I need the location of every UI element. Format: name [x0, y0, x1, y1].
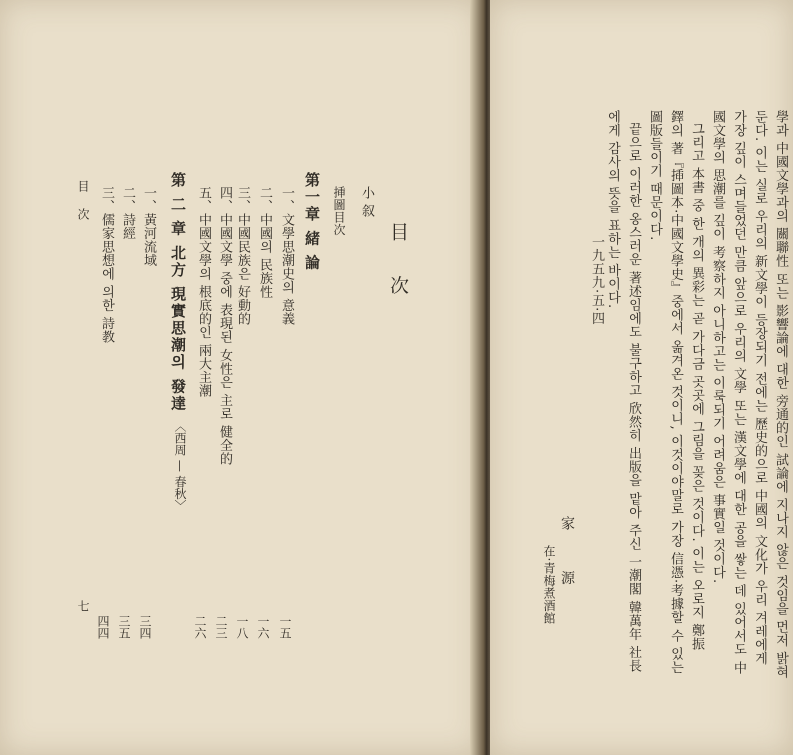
toc-chapter-heading: 第一章 緒 論 [303, 172, 321, 272]
toc-page-number: 二六 [193, 615, 207, 639]
toc-page-number: 四四 [96, 615, 110, 639]
toc-chapter-heading: 第 二 章 北方 現實思潮의 發達 [169, 172, 187, 413]
toc-entry: 小 叙 [359, 186, 374, 218]
right-page [490, 0, 793, 755]
preface-line: 學과 中國文學과의 關聯性 또는 影響論에 대한 旁通的인 試論에 지나지 않은 것임을 먼저 밝혀 [773, 110, 788, 679]
toc-page-number: 一八 [235, 615, 249, 639]
preface-author: 家 源 [559, 516, 575, 603]
toc-page-number: 一五 [278, 615, 292, 639]
preface-place: 在·青梅煮酒館 [542, 545, 556, 625]
toc-entry: 五、中國文學의 根底的인 兩大主潮 [196, 186, 211, 398]
toc-page-number: 三四 [138, 615, 152, 639]
running-head: 目 次 [76, 180, 90, 226]
toc-title: 目 次 [387, 222, 409, 309]
toc-entry: 一、黃河流域 [141, 186, 156, 267]
toc-page-number: 三五 [117, 615, 131, 639]
toc-entry: 二、詩經 [120, 186, 135, 240]
preface-line: 끝으로 이러한 옹스러운 著述임에도 불구하고 欣然히 出版을 맡아 주신 一潮閣 韓萬年 社長 [626, 122, 641, 673]
toc-entry: 挿圖目次 [332, 186, 346, 236]
toc-page-number: 一六 [256, 615, 270, 639]
toc-entry: 一、文學思潮史의 意義 [279, 186, 294, 326]
toc-entry: 四、中國文學 중에 表現된 女性은 主로 健全的 [217, 186, 232, 466]
toc-entry: 三、儒家思想에 의한 詩教 [99, 186, 114, 344]
toc-page-number: 二三 [214, 615, 228, 639]
toc-chapter-range: 〈西周 — 春秋〉 [173, 420, 187, 512]
preface-line: 圖版들이기 때문이다. [647, 110, 662, 241]
preface-line: 그리고 本書 중 한 개의 異彩는 곧 가다금 곳곳에 그림을 꽂은 것이다. 이는 오로지 鄭振 [689, 122, 704, 651]
toc-entry: 三、中國民族은 好動的 [235, 186, 250, 326]
preface-line: 國文學의 思潮를 깊이 考察하지 아니하고는 이룩되기 어려움은 事實일 것이다. [710, 110, 725, 584]
page-number: 七 [76, 600, 90, 618]
toc-entry: 二、中國의 民族性 [257, 186, 272, 299]
preface-line: 가장 깊이 스며들었던 만큼 앞으로 우리의 文學 또는 漢文學에 대한 공을 쌓는 데 있어서도 中 [731, 110, 746, 675]
preface-line: 둔다. 이는 실로 우리의 新文學이 등장되기 전에는 歷史的으로 中國의 文化가 우리 겨레에게 [752, 110, 767, 666]
preface-date: 一九五九·五·四 [589, 235, 604, 326]
preface-line: 에게 감사의 뜻을 표하는 바이다. [605, 110, 620, 309]
preface-line: 鐸의 著『揷圖本·中國文學史』중에서 옮겨온 것이니, 이것이야말로 가장 信憑·考據할 수 있는 [668, 110, 683, 674]
